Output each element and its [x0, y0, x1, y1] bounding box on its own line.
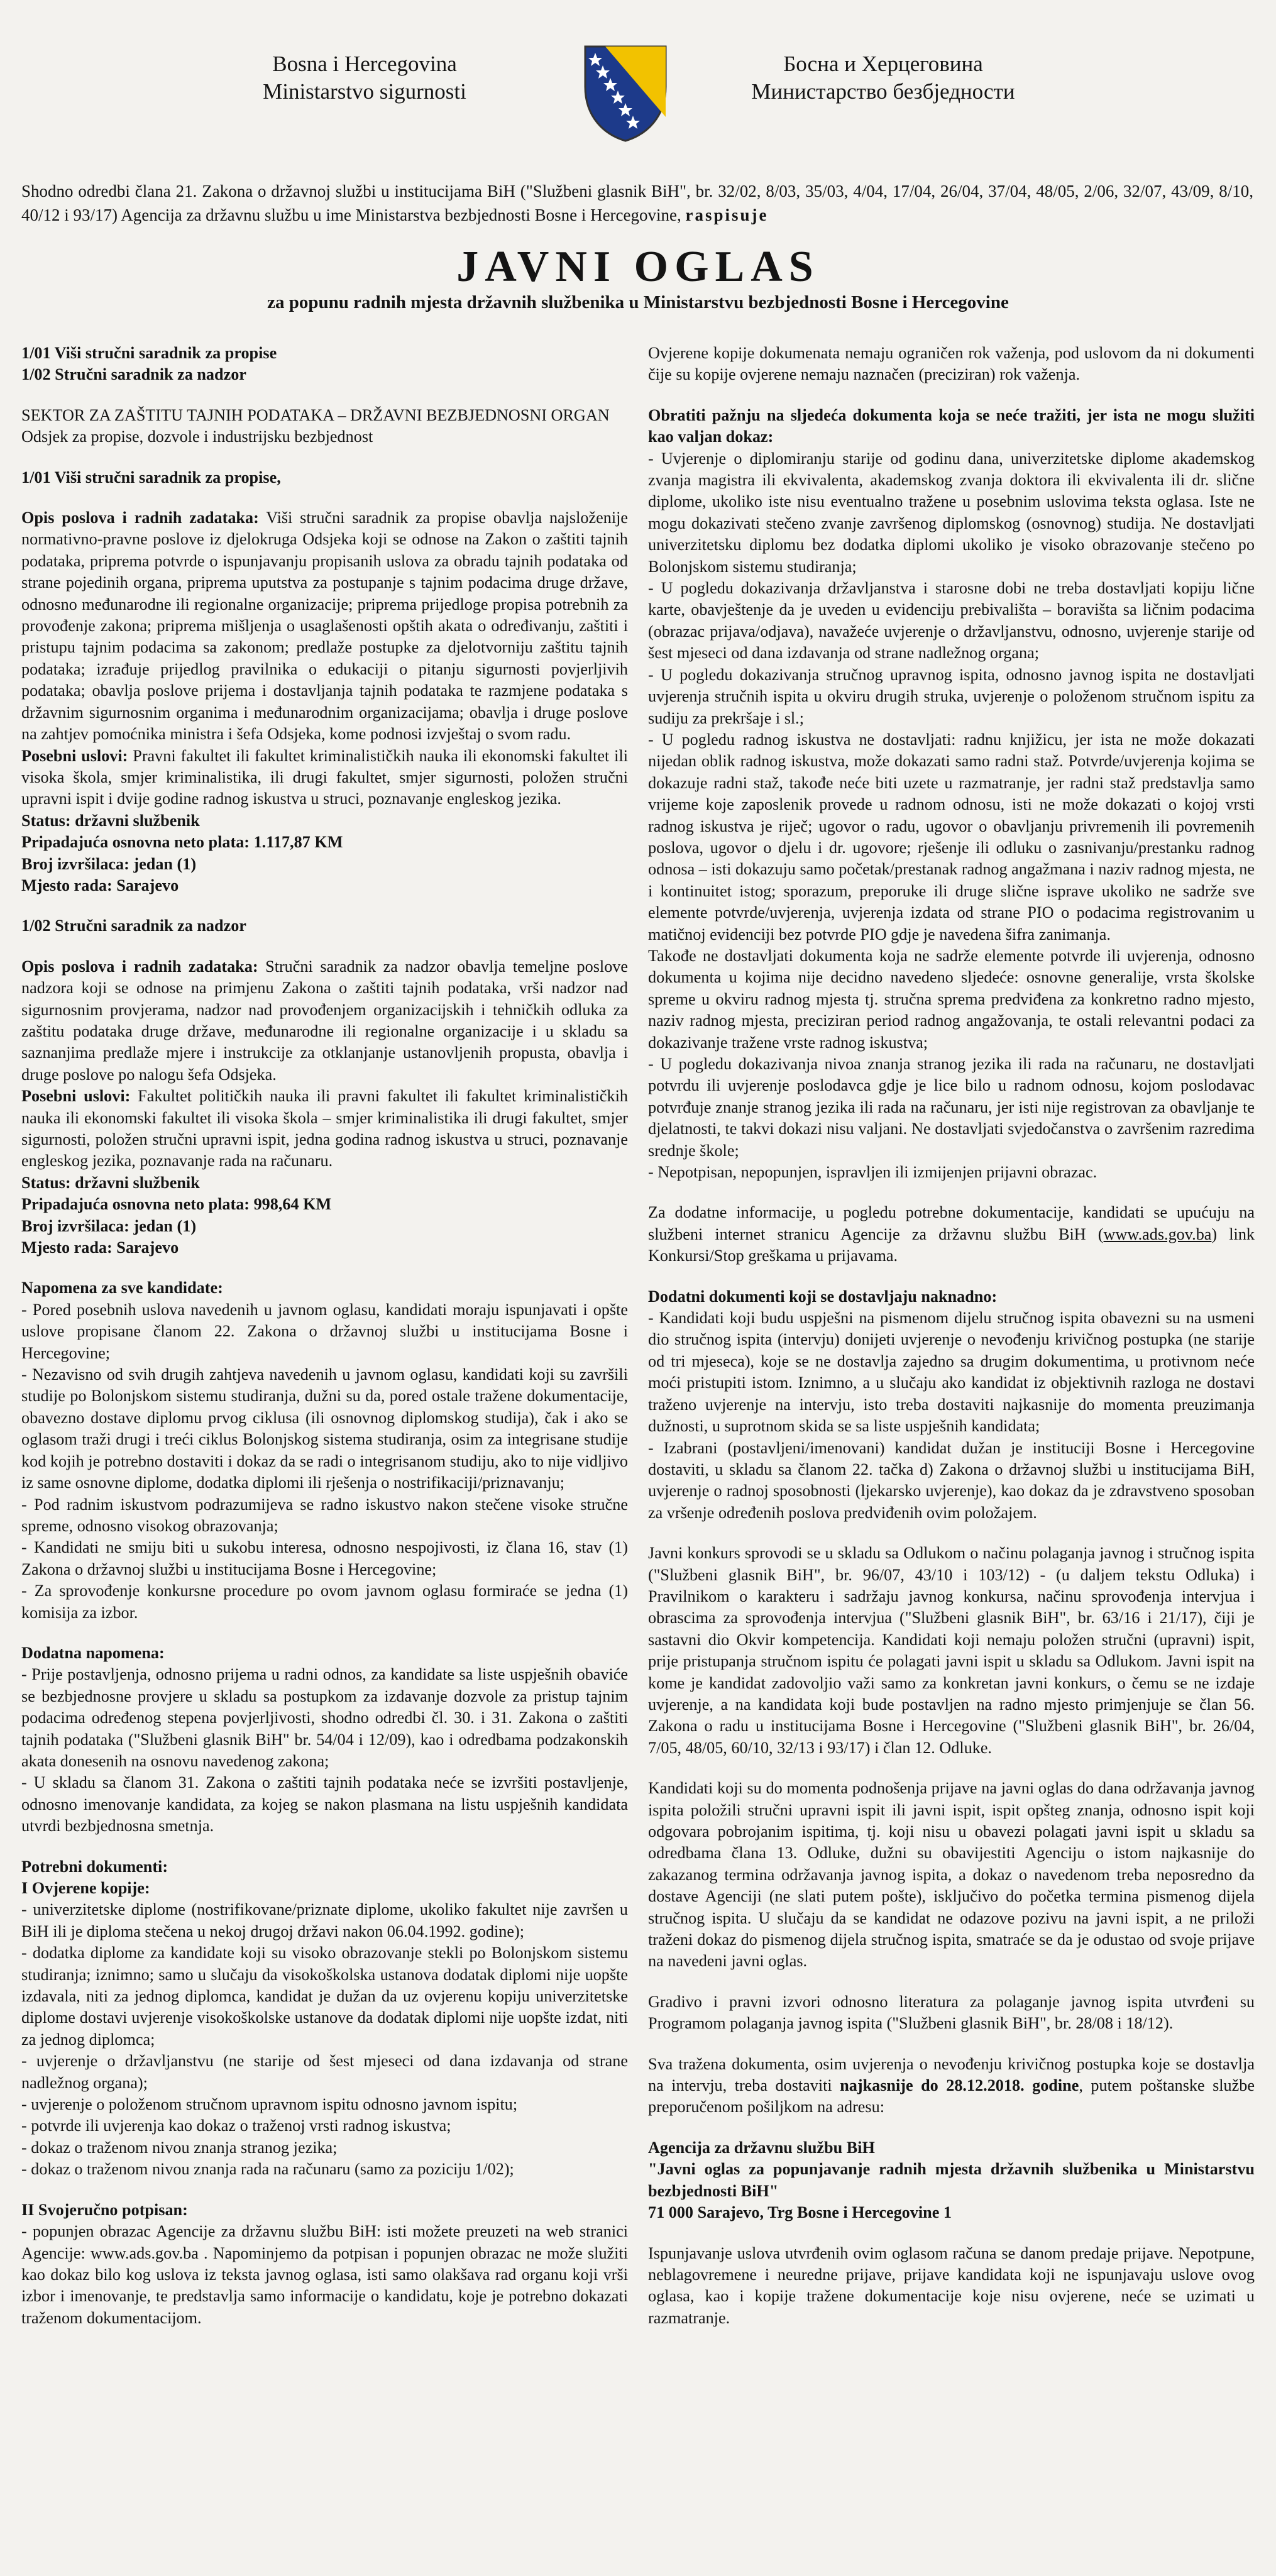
address-block — [648, 2137, 1255, 2224]
position-heading: 1/02 Stručni saradnik za nadzor — [21, 916, 246, 935]
duties-label: Opis poslova i radnih zadataka: — [21, 957, 258, 976]
requirements-label: Posebni uslovi: — [21, 1087, 131, 1106]
sector-name: SEKTOR ZA ZAŠTITU TAJNIH PODATAKA – DRŽAVNI BEZBJEDNOSNI ORGAN — [21, 405, 610, 424]
list-item: - univerzitetske diplome (nostrifikovane/priznate diplome, ukoliko fakultet nije završen u BiH ili je diploma stečena u nekoj drugoj državi nakon 06.04.1992. godine); — [21, 1900, 628, 1940]
list-item: - U skladu sa članom 31. Zakona o zaštiti tajnih podataka neće se izvršiti postavljenje, odnosno imenovanje kandidata, za kojeg se nakon plasmana na listu uspješnih kandidata utvrdi bezbjednosna smetnja. — [21, 1773, 628, 1836]
list-item: - Nezavisno od svih drugih zahtjeva navedenih u javnom oglasu, kandidati koji su završili studije po Bolonjskom sistemu studiranja, dužni su da, pored ostale tražene dokumentacije, obavezno dostave diplomu prvog ciklusa (ili osnovnog diplomskog studija), čak i ako se oglasom traži drugi i treći ciklus Bolonjskog sistema studiranja, osim za integrisane studije kod kojih je potrebno dostaviti i dokaz da se radi o integrisanom studiju, ako to nije vidljivo iz same osnovne diplome, dodatka diplomi ili rješenja o nostrifikaciji/priznavanju; — [21, 1365, 628, 1492]
list-item: - Pored posebnih uslova navedenih u javnom oglasu, kandidati moraju ispunjavati i opšte uslove propisane članom 22. Zakona o državnoj službi u institucijama Bosne i Hercegovine; — [21, 1300, 628, 1362]
address-line: "Javni oglas za popunjavanje radnih mjesta državnih službenika u Ministarstvu bezbjednosti BiH" — [648, 2160, 1255, 2200]
paragraph: Gradivo i pravni izvori odnosno literatura za polaganje javnog ispita utvrđeni su Programom polaganja javnog ispita ("Službeni glasnik BiH", br. 28/08 i 18/12). — [648, 1992, 1255, 2033]
salary-line: Pripadajuća osnovna neto plata: 1.117,87 KM — [21, 833, 343, 852]
header-right-line1: Босна и Херцеговина — [783, 52, 983, 76]
position-list-item: 1/02 Stručni saradnik za nadzor — [21, 365, 246, 384]
header-left-line1: Bosna i Hercegovina — [272, 52, 457, 76]
coat-of-arms-icon — [581, 43, 669, 143]
intro-action: raspisuje — [685, 206, 769, 224]
additional-note-block — [21, 1643, 628, 1837]
list-item: - U pogledu dokazivanja nivoa znanja stranog jezika ili rada na računaru, ne dostavljati potvrdu ili uvjerenje poslodavca gdje je lice bilo u radnom odnosu, kojom poslodavac potvrđuje znanje stranog jezika ili rada na računaru, jer isti nije registrovan za obavljanje te djelatnosti, te takvi dokazi nisu valjani. Ne dostavljati svjedočanstva o završenim razredima srednje škole; — [648, 1055, 1255, 1160]
additional-note-title: Dodatna napomena: — [21, 1643, 165, 1662]
later-documents-block — [648, 1286, 1255, 1524]
deadline-paragraph — [648, 2054, 1255, 2118]
requirements-text: Fakultet političkih nauka ili pravni fakultet ili fakultet kriminalističkih nauka ili ekonomski fakultet ili visoka škola – smjer kriminalistika ili drugi fakultet, smjer sigurnosti, položen stručni upravni ispit, jedna godina radnog iskustva u struci, poznavanje engleskog jezika, poznavanje rada na računaru. — [21, 1087, 629, 1170]
position-list — [21, 343, 628, 386]
header-right — [735, 50, 1031, 106]
notice-subtitle: za popunu radnih mjesta državnih službenika u Ministarstvu bezbjednosti Bosne i Hercegovine — [267, 292, 1009, 312]
documents-subtitle: I Ovjerene kopije: — [21, 1879, 150, 1897]
header-left — [223, 50, 506, 106]
deadline-date: najkasnije do 28.12.2018. godine — [840, 2076, 1079, 2095]
list-item: - Kandidati koji budu uspješni na pismenom dijelu stručnog ispita obavezni su na usmeni dio stručnog ispita (intervju) donijeti uvjerenje o nevođenju krivičnog postupka (ne starije od tri mjeseca), koje se ne dostavlja zajedno sa drugim dokumentima, u protivnom neće moći pristupiti istom. Iznimno, a u slučaju ako kandidat iz objektivnih razloga ne dostavi traženo uvjerenje na intervju, isto treba dostaviti najkasnije do momenta preuzimanja dužnosti, u suprotnom skida se sa liste uspješnih kandidata; — [648, 1309, 1255, 1436]
duties-text: Viši stručni saradnik za propise obavlja najsloženije normativno-pravne poslove iz djelokruga Odsjeka koji se odnose na Zakon o zaštiti tajnih podataka, priprema potvrde o ispunjavanju propisanih uslova za obradu tajnih podataka od strane pojedinih organa, priprema uputstva za postupanje s tajnim podacima druge države, odnosno međunarodne ili regionalne organizacije; priprema prijedloge propisa potrebnih za provođenje zakona; priprema mišljenja o usaglašenosti opštih akata o određivanju, zaštiti i pristupu tajnim podacima sa zakonom; predlaže postupke za djelotvorniju zaštitu tajnih podataka; izrađuje prijedlog pravilnika o edukaciji o pitanju sigurnosti povjerljivih podataka; obavlja poslove prijema i dostavljanja tajnih podataka te razmjene podataka s državnim sigurnosnim organima i međunarodnim organizacijama; obavlja i druge poslove na zahtjev pomoćnika ministra i šefa Odsjeka, kome podnosi izvještaj o svom radu. — [21, 509, 629, 744]
list-item: - dokaz o traženom nivou znanja stranog jezika; — [21, 2138, 338, 2157]
place-line: Mjesto rada: Sarajevo — [21, 1238, 179, 1257]
count-line: Broj izvršilaca: jedan (1) — [21, 854, 197, 873]
intro-text: Shodno odredbi člana 21. Zakona o državnoj službi u institucijama BiH ("Službeni glasnik BiH", br. 32/02, 8/03, 35/03, 4/04, 17/04, 26/04, 37/04, 48/05, 2/06, 32/07, 43/09, 8/10, 40/12 i 93/17) Agencija za državnu službu u ime Ministarstva bezbjednosti Bosne i Hercegovine, — [21, 182, 1253, 224]
list-item: - potvrde ili uvjerenja kao dokaz o traženoj vrsti radnog iskustva; — [21, 2116, 451, 2135]
list-item: - Kandidati ne smiju biti u sukobu interesa, odnosno nespojivosti, iz člana 16, stav (1) Zakona o državnoj službi u institucijama Bosne i Hercegovine; — [21, 1538, 628, 1578]
attention-block — [648, 405, 1255, 1184]
position-details — [21, 746, 628, 897]
list-item: - Za sprovođenje konkursne procedure po ovom javnom oglasu formiraće se jedna (1) komisija za izbor. — [21, 1582, 628, 1622]
list-item: - Pod radnim iskustvom podrazumijeva se radno iskustvo nakon stečene visoke stručne spreme, odnosno visokog obrazovanja; — [21, 1495, 628, 1535]
sector-block — [21, 405, 628, 448]
address-line: 71 000 Sarajevo, Trg Bosne i Hercegovine 1 — [648, 2203, 952, 2222]
salary-line: Pripadajuća osnovna neto plata: 998,64 KM — [21, 1195, 332, 1214]
paragraph: Kandidati koji su do momenta podnošenja prijave na javni oglas do dana održavanja javnog ispita položili stručni upravni ispit ili javni ispit, ispit opšteg znanja, odnosno ispit koji odgovara pobrojanim ispitima, tj. koji nisu u obavezi polagati javni ispit u skladu sa odredbama člana 13. Odluke, dužni su obavijestiti Agenciju o istom najkasnije do zakazanog termina održavanja javnog ispita, a dokaz o navedenom treba neposredno da dostave Agenciji (ne slati putem pošte), isključivo do početka termina pismenog dijela stručnog ispita. U slučaju da se kandidat ne odazove pozivu na javni ispit, a ne priloži traženi dokaz do pismenog dijela stručnog ispita, smatraće se da je odustao od svoje prijave na navedeni javni oglas. — [648, 1779, 1255, 1971]
status-line: Status: državni službenik — [21, 811, 200, 830]
later-documents-title: Dodatni dokumenti koji se dostavljaju naknadno: — [648, 1287, 998, 1306]
note-block — [21, 1277, 628, 1624]
signed-form-block — [21, 2199, 628, 2329]
paragraph: Javni konkurs sprovodi se u skladu sa Odlukom o načinu polaganja javnog i stručnog ispita ("Službeni glasnik BiH", br. 96/07, 43/10 i 103/12) - (u daljem tekstu Odluka) i Pravilnikom o karakteru i sadržaju javnog konkursa, načinu sprovođenja intervjua i obrascima za sprovođenja intervjua ("Službeni glasnik BiH", br. 63/16 i 21/17), čiji je sastavni dio Okvir kompetencija. Kandidati koji nemaju položen stručni (upravni) ispit, prije pristupanja stručnom ispitu će polagati javni ispit u skladu sa Odlukom. Javni ispit na kome je kandidat zadovoljio važi samo za konkretan javni konkurs, o čemu se ne izdaje uvjerenje, a na kandidata koji bude postavljen na radno mjesto primjenjuje se član 56. Zakona o radu u institucijama Bosne i Hercegovine ("Službeni glasnik BiH", br. 26/04, 7/05, 48/05, 60/10, 32/13 i 93/17) i član 12. Odluke. — [648, 1544, 1255, 1757]
duties-label: Opis poslova i radnih zadataka: — [21, 509, 259, 527]
deadline-text: , putem poštanske službe preporučenom pošiljkom na adresu: — [648, 2076, 1255, 2116]
list-item: - Uvjerenje o diplomiranju starije od godinu dana, univerzitetske diplome akademskog zvanja magistra ili ekvivalenta, akademskog zvanja doktora ili ekvivalenta ili dr. slične diplome, ukoliko iste nisu eventualno tražene u posebnim uslovima teksta oglasa. Iste ne mogu dokazivati stečeno zvanje završenog diplomskog (osnovnog) studija. Ne dostavljati univerzitetsku diplomu bez dodatka diplomi ukoliko je visoko obrazovanje stečeno po Bolonjskom sistemu studiranja; — [648, 449, 1255, 576]
paragraph: Ispunjavanje uslova utvrđenih ovim oglasom računa se danom predaje prijave. Nepotpune, neblagovremene i neuredne prijave, prijave kandidata koji ne ispunjavaju uslove ovog oglasa, kao i kopije tražene dokumentacije koje nisu ovjerene, neće se uzimati u razmatranje. — [648, 2243, 1255, 2327]
position-details — [21, 956, 628, 1259]
documents-title: Potrebni dokumenti: — [21, 1857, 168, 1876]
list-item: - Izabrani (postavljeni/imenovani) kandidat dužan je instituciji Bosne i Hercegovine dostaviti, u skladu sa članom 22. tačka d) Zakona o državnoj službi u institucijama BiH, uvjerenje o radnoj sposobnosti (ljekarsko uvjerenje), kao dokaz da je zdravstveno sposoban za vršenje određenih poslova predviđenih ovim položajem. — [648, 1438, 1255, 1522]
requirements-label: Posebni uslovi: — [21, 746, 128, 765]
left-column — [21, 343, 628, 2348]
deadline-text: Sva tražena dokumenta, osim uvjerenja o nevođenju krivičnog postupka koje se dostavlja na intervju, treba dostaviti — [648, 2054, 1255, 2095]
place-line: Mjesto rada: Sarajevo — [21, 876, 179, 894]
duties-text: Stručni saradnik za nadzor obavlja temeljne poslove nadzora koji se odnose na primjenu Zakona o zaštiti tajnih podataka, vrši nadzor nad sigurnosnim provjerama, nadzor nad provođenjem organizacijskih i tehničkih odluka za zaštitu podataka druge države, međunarodne ili regionalne organizacije i u skladu sa saznanjima predlaže mjere i instrukcije za otklanjanje ustanovljenih propusta, obavlja i druge poslove po nalogu šefa Odsjeka. — [21, 957, 629, 1084]
info-text: ) link Konkursi/Stop greškama u prijavama. — [648, 1225, 1255, 1265]
list-item: - dokaz o traženom nivou znanja rada na računaru (samo za poziciju 1/02); — [21, 2160, 514, 2179]
list-item: Takođe ne dostavljati dokumenta koja ne sadrže elemente potvrde ili uvjerenja, odnosno dokumenta u kojima nije decidno navedeno sljedeće: osnovne generalije, vrsta školske spreme u okviru radnog mjesta tj. stručna sprema predviđena za konkretno radno mjesto, naziv radnog mjesta, preciziran period radnog angažovanja, te ostali relevantni podaci za dokazivanje tražene vrste radnog iskustva; — [648, 946, 1255, 1052]
right-column — [648, 343, 1255, 2348]
info-paragraph — [648, 1202, 1255, 1267]
list-item: - U pogledu dokazivanja državljanstva i starosne dobi ne treba dostavljati kopiju lične karte, obavještenje da je uveden u evidenciju prebivališta – boravišta sa ličnim podacima (obrazac prijava/odjava), navažeće uvjerenje o državljanstvu, odnosno, uvjerenje starije od šest mjeseci od dana izdavanja od strane nadležnog organa; — [648, 579, 1255, 663]
documents-block — [21, 1856, 628, 2181]
position-heading: 1/01 Viši stručni saradnik za propise, — [21, 468, 281, 487]
position-list-item: 1/01 Viši stručni saradnik za propise — [21, 344, 277, 362]
documents-subtitle: II Svojeručno potpisan: — [21, 2200, 188, 2219]
note-title: Napomena za sve kandidate: — [21, 1279, 223, 1297]
list-item: - uvjerenje o položenom stručnom upravnom ispitu odnosno javnom ispitu; — [21, 2095, 518, 2114]
info-text: Za dodatne informacije, u pogledu potrebne dokumentacije, kandidati se upućuju na službeni internet stranicu Agencije za državnu službu BiH ( — [648, 1203, 1255, 1243]
intro-paragraph — [21, 179, 1253, 227]
attention-title: Obratiti pažnju na sljedeća dokumenta koja se neće tražiti, jer ista ne mogu služiti kao valjan dokaz: — [648, 405, 1255, 446]
list-item: - dodatka diplome za kandidate koji su visoko obrazovanje stekli po Bolonjskom sistemu studiranja; iznimno; samo u slučaju da visokoškolska ustanova dodatak diplomi nije uopšte izdavala, niti za jednog diplomca, kandidat je dužan da uz ovjerenu kopiju univerzitetske diplome dostavi uvjerenje visokoškolske ustanove da dodatak diplomi nije uopšte izdat, niti za jednog diplomca; — [21, 1944, 628, 2049]
list-item: - U pogledu radnog iskustva ne dostavljati: radnu knjižicu, jer ista ne može dokazati nijedan oblik radnog iskustva, može dokazati samo radni staž. Potvrde/uvjerenja kojima se dokazuje radni staž, takođe neće biti uzete u razmatranje, jer radni staž predstavlja samo vrijeme koje zaposlenik provede u radnom odnosu, isti ne može dokazati o kojoj vrsti radnog iskustva je riječ; ugovor o radu, ugovor o obavljanju privremenih ili povremenih poslova, ugovor o djelu i dr. ugovore; rješenje ili odluku o zasnivanju/prestanku radnog odnosa – isti dokazuju samo početak/prestanak radnog angažmana i naziv radnog mjesta, ne i kontinuitet istog; sporazum, preporuke ili druge slične isprave ukoliko ne sadrže sve elemente potvrde/uvjerenja, uvjerenja izdata od strane PIO o podacima registrovanim u matičnoj evidenciji bez potvrde PIO gdje je navedena šifra zanimanja. — [648, 730, 1255, 944]
header — [0, 25, 1276, 151]
requirements-text: Pravni fakultet ili fakultet kriminalističkih nauka ili ekonomski fakultet ili visoka škola, smjer kriminalistika, ili drugi fakultet, smjer sigurnosti, položen stručni upravni ispit i dvije godine radnog iskustva u struci, poznavanje engleskog jezika. — [21, 746, 629, 808]
list-item: - Prije postavljenja, odnosno prijema u radni odnos, za kandidate sa liste uspješnih obaviće se bezbjednosne provjere u skladu sa postupkom za izdavanje dozvole za pristup tajnim podacima određenog stepena povjerljivosti, shodno odredbi čl. 30. i 31. Zakona o zaštiti tajnih podataka ("Službeni glasnik BiH" br. 54/04 i 12/09), kao i odredbama podzakonskih akata donesenih na osnovu navedenog zakona; — [21, 1665, 628, 1770]
department-name: Odsjek za propise, dozvole i industrijsku bezbjednost — [21, 427, 373, 446]
address-line: Agencija za državnu službu BiH — [648, 2138, 875, 2157]
position-duties — [21, 507, 628, 745]
list-item: - Nepotpisan, nepopunjen, ispravljen ili izmijenjen prijavni obrazac. — [648, 1163, 1097, 1182]
paragraph: Ovjerene kopije dokumenata nemaju ograničen rok važenja, pod uslovom da ni dokumenti čije su kopije ovjerene nemaju naznačen (preciziran) rok važenja. — [648, 344, 1255, 384]
signed-form-text: - popunjen obrazac Agencije za državnu službu BiH: isti možete preuzeti na web stranici Agencije: www.ads.gov.ba . Napominjemo da potpisan i popunjen obrazac ne može služiti kao dokaz bilo kog uslova iz teksta javnog oglasa, isti samo olakšava rad organu koji vrši izbor i imenovanje, te predstavlja samo informacije o kandidatu, koje je potrebno dokazati traženom dokumentacijom. — [21, 2222, 628, 2327]
list-item: - uvjerenje o državljanstvu (ne starije od šest mjeseci od dana izdavanja od strane nadležnog organa); — [21, 2052, 628, 2092]
notice-title: JAVNI OGLAS — [456, 243, 820, 291]
list-item: - U pogledu dokazivanja stručnog upravnog ispita, odnosno javnog ispita ne dostavljati uvjerenja stručnih ispita u okviru drugih struka, uvjerenje o položenom stručnom ispitu za sudiju za prekršaje i sl.; — [648, 665, 1255, 727]
count-line: Broj izvršilaca: jedan (1) — [21, 1216, 197, 1235]
status-line: Status: državni službenik — [21, 1173, 200, 1192]
header-left-line2: Ministarstvo sigurnosti — [263, 79, 466, 104]
ads-website-link[interactable]: www.ads.gov.ba — [1103, 1225, 1212, 1243]
header-right-line2: Министарство безбједности — [751, 79, 1015, 104]
